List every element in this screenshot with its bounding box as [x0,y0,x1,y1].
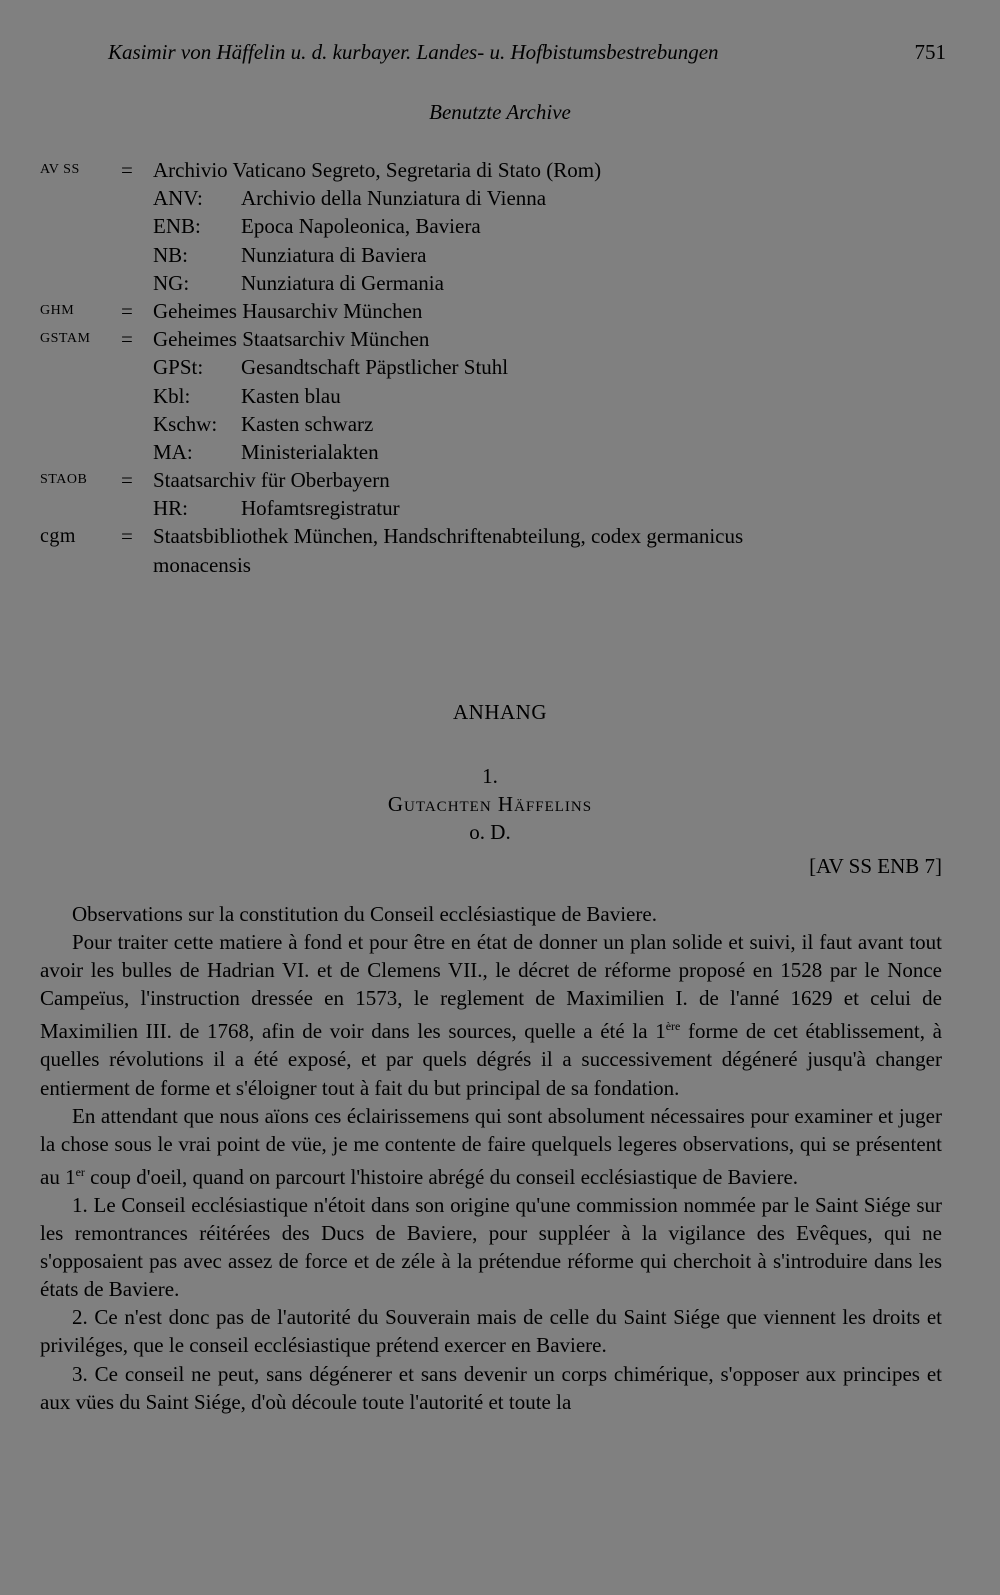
archive-abbreviation: STAOB [40,472,88,488]
archive-subsection-name: Ministerialakten [241,439,379,464]
body-paragraph: 1. Le Conseil ecclésiastique n'étoit dans son origine qu'une commission nommée par le Saint Siége sur les remontrances réitérées des Ducs de Baviere, pour suppléer à la vigilance des Evêques, qui ne s'opposaient pas avec assez de force et de zéle à la prétendue réforme qui cherchoit à s'introduire dans les états de Baviere. [40,1192,942,1302]
document-date: o. D. [469,820,511,844]
running-header [108,40,946,65]
archive-name: Geheimes Staatsarchiv München [153,327,430,352]
page-number: 751 [914,40,946,64]
archive-abbreviation: AV SS [40,162,80,177]
equals-sign: = [121,468,133,493]
archive-abbreviation: GSTAM [40,331,91,347]
archive-subsection [153,212,481,240]
equals-sign: = [121,524,133,549]
archive-row [40,156,960,184]
archive-row [40,494,960,522]
archive-subsection [153,382,341,410]
archive-subsection [153,494,400,522]
archive-subsection-code: GPSt: [153,355,204,380]
body-paragraph: En attendant que nous aïons ces éclairissemens qui sont absolument nécessaires pour examiner et juger la chose sous le vrai point de vüe, je me contente de faire quelquels legeres observations, qui se présentent au 1er coup d'oeil, quand on parcourt l'histoire abrégé du conseil ecclésiastique de Baviere. [40,1103,942,1189]
equals-sign: = [121,298,133,323]
archive-name: Staatsarchiv für Oberbayern [153,468,390,493]
archive-subsection-name: Nunziatura di Germania [241,270,444,295]
archive-row [40,522,960,550]
archive-subsection [153,184,546,212]
archive-subsection-code: NB: [153,242,189,267]
archive-row [40,241,960,269]
running-title: Kasimir von Häffelin u. d. kurbayer. Landes- u. Hofbistumsbestrebungen [108,40,719,64]
document-number: 1. [482,764,498,788]
document-body [40,900,942,1416]
body-paragraph: Pour traiter cette matiere à fond et pour être en état de donner un plan solide et suivi, il faut avant tout avoir les bulles de Hadrian VI. et de Clemens VII., le décret de réforme proposé en 1528 par le Nonce Campeïus, l'instruction dressée en 1573, le reglement de Maximilien I. de l'anné 1629 et celui de Maximilien III. de 1768, afin de voir dans les sources, quelle a été la 1ère forme de cet établissement, à quelles révolutions il a été exposé, et par quels dégrés il a successivement dégéneré jusqu'à changer entierment de forme et s'éloigner tout à fait du but principal de sa fondation. [40,930,942,1100]
appendix-heading: ANHANG [453,700,547,724]
archive-subsection-code: ANV: [153,186,203,211]
equals-sign: = [121,158,133,182]
archive-name: Staatsbibliothek München, Handschriftenabteilung, codex germanicus [153,524,744,549]
archive-row [40,551,960,579]
archives-heading: Benutzte Archive [429,100,571,124]
body-paragraph: 3. Ce conseil ne peut, sans dégénerer et sans devenir un corps chimérique, s'opposer aux principes et aux vües du Saint Siége, d'où découle toute l'autorité et toute la [40,1361,942,1414]
archive-abbreviation: GHM [40,302,75,318]
archive-subsection-code: MA: [153,439,193,464]
archive-subsection-name: Epoca Napoleonica, Baviera [241,214,481,239]
archive-subsection-code: NG: [153,270,190,295]
equals-sign: = [121,327,133,352]
archive-subsection [153,241,426,269]
archive-subsection [153,438,379,466]
archive-row [40,184,960,212]
archives-list [40,156,960,579]
archive-name: Archivio Vaticano Segreto, Segretaria di Stato (Rom) [153,158,602,182]
archive-row [40,297,960,325]
body-paragraph: 2. Ce n'est donc pas de l'autorité du Souverain mais de celle du Saint Siége que viennent les droits et priviléges, que le conseil ecclésiastique prétend exercer en Baviere. [40,1305,942,1358]
archive-subsection-name: Archivio della Nunziatura di Vienna [241,186,547,211]
archive-name: monacensis [153,552,251,577]
archive-subsection-code: Kschw: [153,411,218,436]
document-title: Gutachten Häffelins [387,792,593,816]
archive-subsection-code: ENB: [153,214,201,239]
archive-subsection-code: Kbl: [153,383,191,408]
body-paragraph: Observations sur la constitution du Conseil ecclésiastique de Baviere. [72,902,657,926]
archive-subsection-name: Nunziatura di Baviera [241,242,427,267]
archive-subsection [153,353,508,381]
archive-row [40,382,960,410]
archive-name: Geheimes Hausarchiv München [153,298,423,323]
archive-row [40,269,960,297]
archive-subsection [153,269,444,297]
archive-row [40,353,960,381]
document-source: [AV SS ENB 7] [809,854,942,878]
archive-row [40,438,960,466]
archive-row [40,212,960,240]
archive-subsection-name: Kasten blau [241,383,341,408]
archive-row [40,410,960,438]
archive-row [40,325,960,353]
archive-abbreviation: cgm [40,525,76,548]
archive-subsection-name: Gesandtschaft Päpstlicher Stuhl [241,355,509,380]
archive-subsection-code: HR: [153,496,189,521]
archive-subsection [153,410,373,438]
archive-row [40,466,960,494]
archive-subsection-name: Hofamtsregistratur [241,496,400,521]
archive-subsection-name: Kasten schwarz [241,411,374,436]
